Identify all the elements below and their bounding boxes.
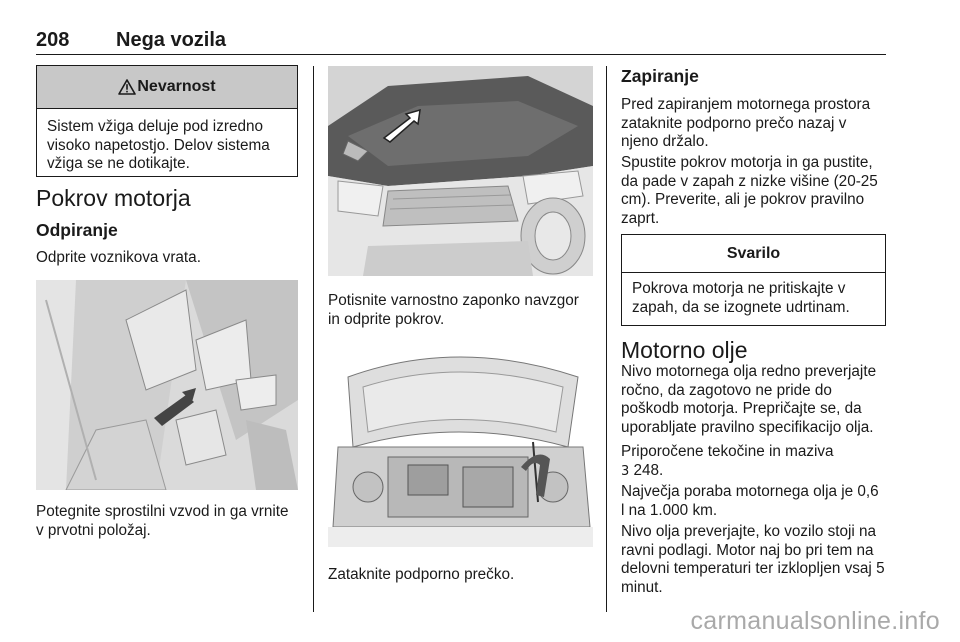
danger-box-title: Nevarnost (137, 78, 216, 95)
caption-support-rod: Zataknite podporno prečko. (328, 566, 515, 583)
chapter-title: Nega vozila (116, 29, 227, 51)
caution-box-text: Pokrova motorja ne pritiskajte v zapah, da se izognete udrtinam. (632, 280, 850, 316)
subsection-title-closing: Zapiranje (621, 66, 699, 86)
figure-hood-latch (328, 66, 593, 276)
caution-box (621, 234, 886, 326)
column-2 (328, 62, 593, 622)
caption-release-lever: Potegnite sprostilni vzvod in ga vrnite v prvotni položaj. (36, 503, 289, 539)
page-header (36, 24, 886, 54)
para-before-closing: Pred zapiranjem motornega prostora zataknite podporno prečo nazaj v njeno držalo. (621, 96, 871, 150)
figure-support-rod (328, 337, 593, 547)
caution-box-header (622, 235, 885, 273)
column-1 (36, 62, 298, 622)
figure-release-lever (36, 280, 298, 490)
danger-box-body (37, 109, 297, 184)
para-oil-consumption: Največja poraba motornega olja je 0,6 l na 1.000 km. (621, 483, 879, 519)
column-3 (621, 62, 886, 622)
caution-box-title: Svarilo (726, 244, 781, 262)
para-oil-check: Nivo motornega olja redno preverjajte ročno, da zagotovo ne pride do poškodb motorja. Prepričajte se, da uporabljate pravilno specifikacijo olja. (621, 363, 877, 436)
column-divider (313, 66, 314, 612)
para-fluids-reference (621, 443, 886, 481)
page-reference-number: 248. (633, 461, 664, 479)
watermark: carmanualsonline.info (690, 607, 940, 635)
fluids-reference-text: Priporočene tekočine in maziva (621, 443, 834, 460)
warning-triangle-icon (118, 79, 136, 95)
para-oil-level-conditions: Nivo olja preverjajte, ko vozilo stoji na ravni podlagi. Motor naj bo pri tem na delovni temperaturi ter izklopljen vsaj 5 minut. (621, 523, 885, 596)
section-title-hood: Pokrov motorja (36, 185, 191, 211)
caption-hood-latch: Potisnite varnostno zaponko navzgor in odprite pokrov. (328, 292, 579, 328)
step-open-driver-door: Odprite voznikova vrata. (36, 249, 201, 266)
column-divider (606, 66, 607, 612)
page-reference-icon: 3 (621, 463, 630, 479)
page-number: 208 (36, 29, 70, 51)
danger-box-text: Sistem vžiga deluje pod izredno visoko napetostjo. Delov sistema vžiga se ne dotikajte. (47, 118, 270, 172)
subsection-title-opening: Odpiranje (36, 220, 118, 240)
header-rule (36, 54, 886, 55)
caution-box-body (622, 273, 885, 327)
danger-box-header (37, 66, 297, 109)
para-drop-hood: Spustite pokrov motorja in ga pustite, da pade v zapah z nizke višine (20-25 cm). Preverite, ali je pokrov pravilno zaprt. (621, 154, 878, 227)
section-title-engine-oil: Motorno olje (621, 337, 748, 363)
danger-box (36, 65, 298, 177)
